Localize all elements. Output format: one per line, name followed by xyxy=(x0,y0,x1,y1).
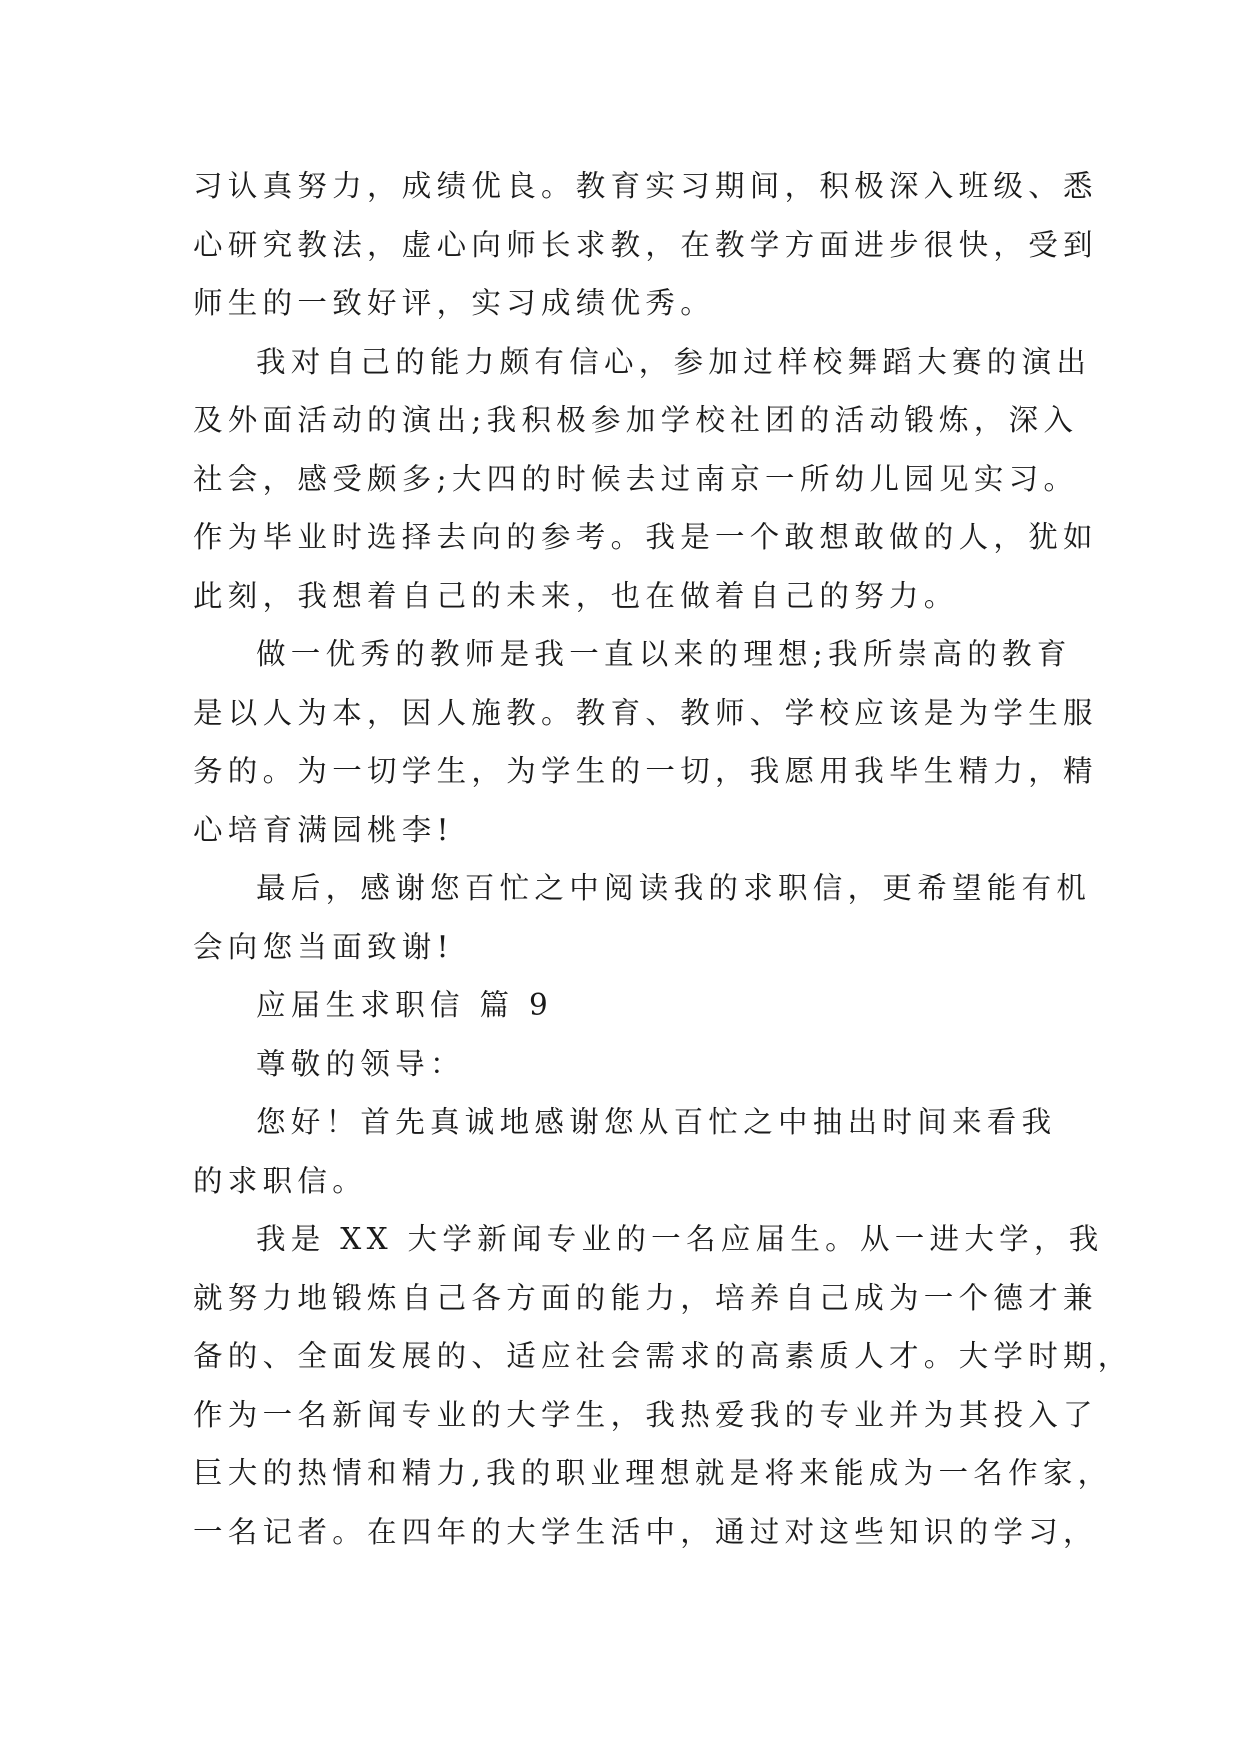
paragraph-start-line: 最后，感谢您百忙之中阅读我的求职信，更希望能有机 xyxy=(256,871,1092,905)
text-line: 作为毕业时选择去向的参考。我是一个敢想敢做的人，犹如 xyxy=(193,520,1098,554)
paragraph-start-line: 我对自己的能力颇有信心，参加过样校舞蹈大赛的演出 xyxy=(256,344,1092,379)
text-line: 作为一名新闻专业的大学生，我热爱我的专业并为其投入了 xyxy=(193,1397,1098,1432)
text-line: 心研究教法，虚心向师长求教，在教学方面进步很快，受到 xyxy=(193,227,1098,262)
text-line: 一名记者。在四年的大学生活中，通过对这些知识的学习， xyxy=(193,1514,1098,1549)
paragraph-start-line: 您好！首先真诚地感谢您从百忙之中抽出时间来看我 xyxy=(256,1105,1057,1139)
paragraph-start-line: 我是 XX 大学新闻专业的一名应届生。从一进大学，我 xyxy=(256,1222,1104,1256)
text-line: 社会，感受颇多;大四的时候去过南京一所幼儿园见实习。 xyxy=(193,461,1079,496)
text-line: 师生的一致好评，实习成绩优秀。 xyxy=(193,286,716,320)
salutation: 尊敬的领导： xyxy=(256,1046,465,1081)
text-line: 巨大的热情和精力,我的职业理想就是将来能成为一名作家， xyxy=(193,1456,1113,1490)
text-line: 会向您当面致谢! xyxy=(193,929,454,964)
letter-body xyxy=(193,157,1133,1561)
paragraph-start-line: 做一优秀的教师是我一直以来的理想;我所崇高的教育 xyxy=(256,637,1072,671)
text-line: 就努力地锻炼自己各方面的能力，培养自己成为一个德才兼 xyxy=(193,1280,1098,1315)
text-line: 是以人为本，因人施教。教育、教师、学校应该是为学生服 xyxy=(193,695,1098,730)
text-line: 习认真努力，成绩优良。教育实习期间，积极深入班级、悉 xyxy=(193,169,1098,203)
text-line: 的求职信。 xyxy=(193,1163,368,1198)
text-line: 备的、全面发展的、适应社会需求的高素质人才。大学时期， xyxy=(193,1339,1133,1373)
text-line: 心培育满园桃李! xyxy=(193,812,454,847)
section-heading: 应届生求职信 篇 9 xyxy=(256,988,554,1022)
text-line: 此刻，我想着自己的未来，也在做着自己的努力。 xyxy=(193,578,959,613)
text-line: 及外面活动的演出;我积极参加学校社团的活动锻炼，深入 xyxy=(193,403,1079,437)
text-line: 务的。为一切学生，为学生的一切，我愿用我毕生精力，精 xyxy=(193,754,1098,788)
